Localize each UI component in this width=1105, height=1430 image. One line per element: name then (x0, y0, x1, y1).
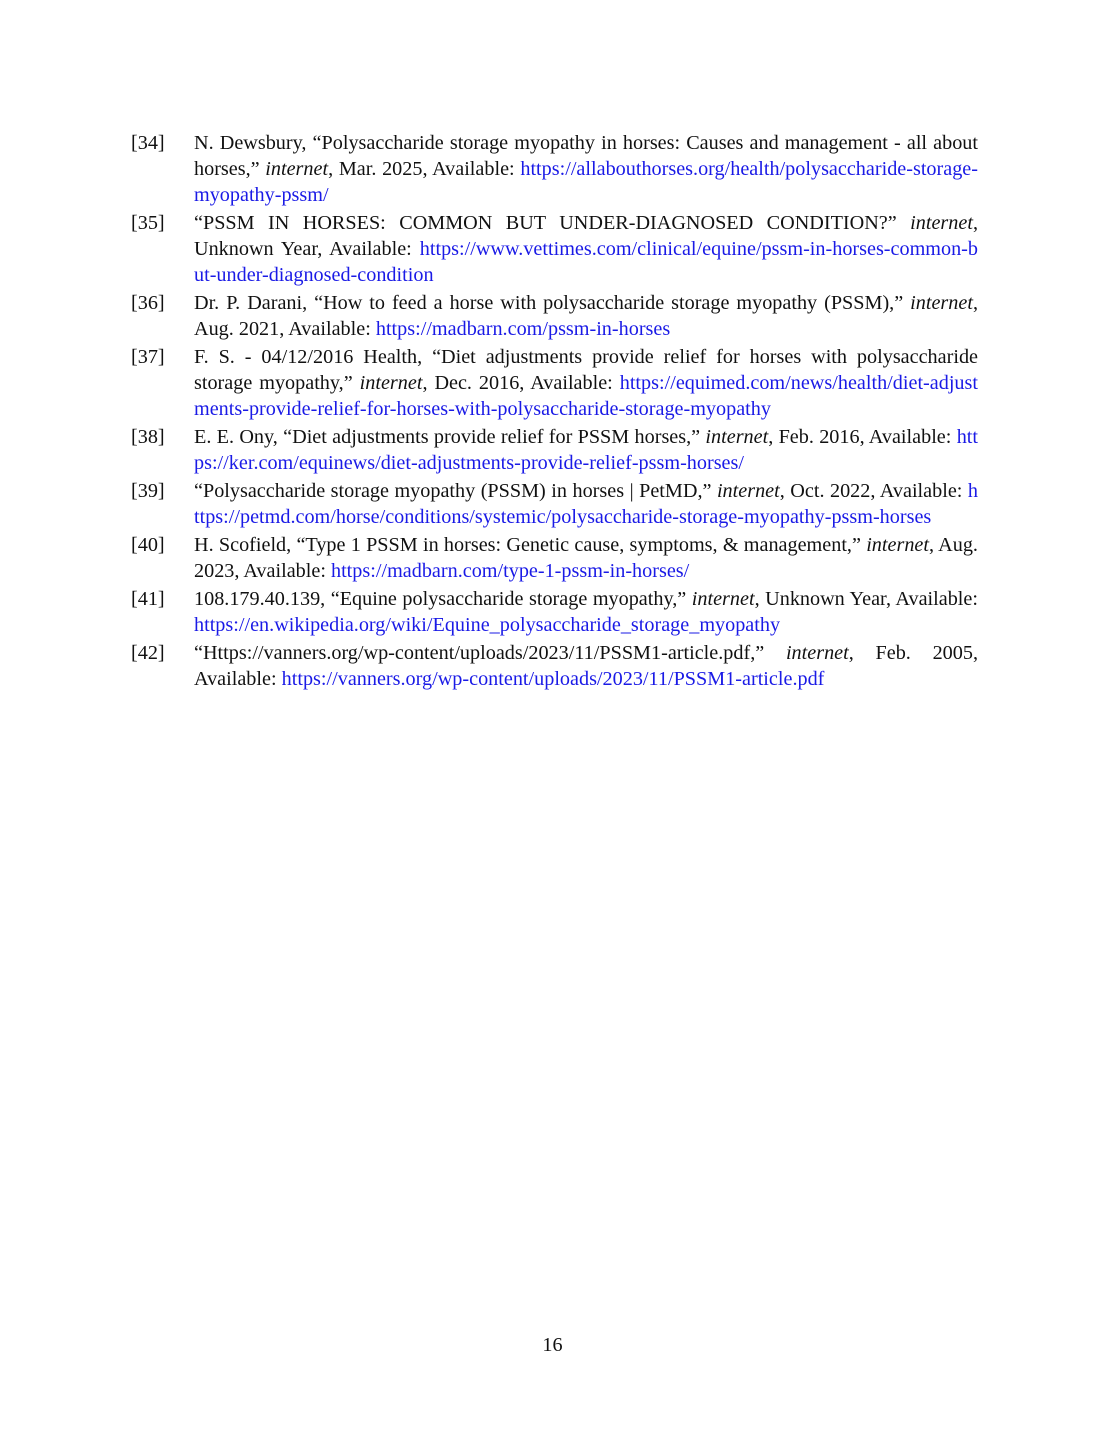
reference-venue: internet (359, 372, 423, 394)
reference-text (194, 424, 978, 476)
reference-text (194, 344, 978, 422)
reference-venue: internet (716, 480, 780, 502)
reference-link[interactable]: https://petmd.com/horse/conditions/systemic/polysaccharide-storage-myopathy-pssm-horses (194, 480, 978, 528)
reference-venue: internet (691, 588, 755, 610)
reference-citation: E. E. Ony, “Diet adjustments provide relief for PSSM horses,” (194, 426, 706, 448)
reference-citation: “Https://vanners.org/wp-content/uploads/2023/11/PSSM1-article.pdf,” (194, 642, 786, 664)
reference-item-39 (131, 478, 978, 530)
reference-citation: H. Scofield, “Type 1 PSSM in horses: Genetic cause, symptoms, & management,” (194, 534, 867, 556)
reference-link[interactable]: https://madbarn.com/type-1-pssm-in-horses/ (330, 560, 690, 582)
reference-details: , Dec. 2016, Available: (422, 372, 620, 394)
reference-details: , Unknown Year, Available: (754, 588, 978, 610)
reference-details: , Feb. 2016, Available: (768, 426, 957, 448)
reference-item-40 (131, 532, 978, 584)
reference-details: , Mar. 2025, Available: (328, 158, 521, 180)
reference-link[interactable]: https://ker.com/equinews/diet-adjustments-provide-relief-pssm-horses/ (194, 426, 978, 474)
reference-link[interactable]: https://vanners.org/wp-content/uploads/2023/11/PSSM1-article.pdf (281, 668, 825, 690)
reference-venue: internet (705, 426, 769, 448)
reference-citation: “PSSM IN HORSES: COMMON BUT UNDER-DIAGNOSED CONDITION?” (194, 212, 911, 234)
reference-venue: internet (265, 158, 329, 180)
reference-number: [35] (131, 212, 165, 234)
reference-citation: 108.179.40.139, “Equine polysaccharide storage myopathy,” (194, 588, 692, 610)
reference-details: , Feb. 2005, Available: (194, 642, 979, 690)
reference-item-36 (131, 290, 978, 342)
reference-number: [41] (131, 588, 165, 610)
reference-venue: internet (866, 534, 929, 556)
reference-venue: internet (785, 642, 849, 664)
reference-text (194, 478, 978, 530)
reference-item-41 (131, 586, 978, 638)
reference-citation: F. S. - 04/12/2016 Health, “Diet adjustments provide relief for horses with polysaccharide storage myopathy,” (194, 346, 978, 394)
reference-details: , Unknown Year, Available: (194, 212, 978, 260)
reference-citation: Dr. P. Darani, “How to feed a horse with polysaccharide storage myopathy (PSSM),” (194, 292, 911, 314)
reference-text (194, 290, 978, 342)
reference-link[interactable]: https://equimed.com/news/health/diet-adjustments-provide-relief-for-horses-with-polysaccharide-storage-myopathy (194, 372, 978, 420)
reference-number: [34] (131, 132, 165, 154)
page-number: 16 (542, 1334, 563, 1356)
reference-number: [40] (131, 534, 165, 556)
reference-link[interactable]: https://www.vettimes.com/clinical/equine/pssm-in-horses-common-but-under-diagnosed-condition (194, 238, 978, 286)
reference-citation: N. Dewsbury, “Polysaccharide storage myopathy in horses: Causes and management - all about horses,” (194, 132, 978, 180)
reference-number: [37] (131, 346, 165, 368)
reference-item-37 (131, 344, 978, 422)
reference-venue: internet (910, 292, 973, 314)
reference-link[interactable]: https://madbarn.com/pssm-in-horses (375, 318, 671, 340)
reference-venue: internet (910, 212, 973, 234)
reference-link[interactable]: https://allabouthorses.org/health/polysaccharide-storage-myopathy-pssm/ (194, 158, 978, 206)
reference-number: [38] (131, 426, 165, 448)
reference-link[interactable]: https://en.wikipedia.org/wiki/Equine_polysaccharide_storage_myopathy (194, 614, 781, 636)
reference-text (194, 210, 978, 288)
reference-item-42 (131, 640, 978, 692)
reference-text (194, 130, 978, 208)
reference-details: , Aug. 2021, Available: (194, 292, 978, 340)
reference-details: , Aug. 2023, Available: (194, 534, 978, 582)
reference-details: , Oct. 2022, Available: (779, 480, 968, 502)
reference-list (131, 130, 978, 694)
reference-item-34 (131, 130, 978, 208)
reference-item-38 (131, 424, 978, 476)
reference-citation: “Polysaccharide storage myopathy (PSSM) in horses | PetMD,” (194, 480, 717, 502)
reference-text (194, 532, 978, 584)
reference-text (194, 640, 978, 692)
reference-item-35 (131, 210, 978, 288)
reference-number: [36] (131, 292, 165, 314)
reference-text (194, 586, 978, 638)
reference-number: [42] (131, 642, 165, 664)
reference-number: [39] (131, 480, 165, 502)
